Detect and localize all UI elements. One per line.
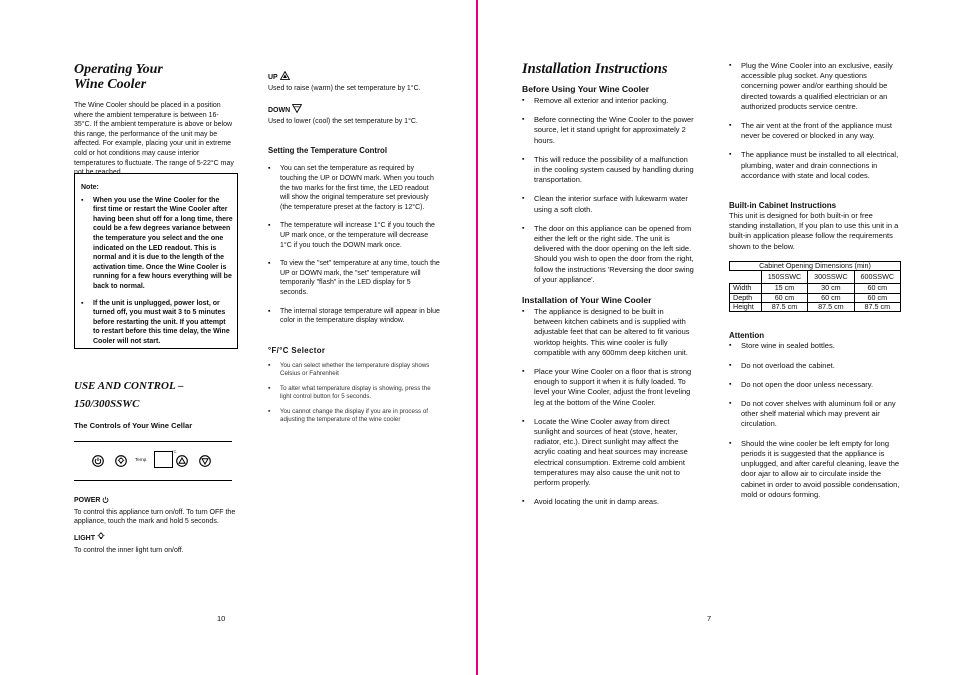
setting-list <box>268 164 440 325</box>
row-label: Height <box>730 303 762 312</box>
table-caption: Cabinet Opening Dimensions (min) <box>730 261 901 270</box>
fc-selector-heading: °F/°C Selector <box>268 345 326 355</box>
power-text: To control this appliance turn on/off. To turn OFF the appliance, touch the mark and hold 5 seconds. <box>74 508 236 526</box>
dimensions-table <box>729 261 901 313</box>
list-item: ▪ Avoid locating the unit in damp areas. <box>522 497 694 507</box>
list-item: ▪ You can set the temperature as required by touching the UP or DOWN mark. When you touch the two marks for the first time, the LED readout will show the original temperature set previously (the temperature preset at the factory is 12°C). <box>268 164 440 212</box>
column-header: 300SSWC <box>808 271 854 284</box>
setting-heading: Setting the Temperature Control <box>268 146 387 156</box>
list-item: ▪ Do not overload the cabinet. <box>729 361 901 371</box>
title-line: Operating Your <box>74 62 163 77</box>
up-label-row <box>268 71 440 83</box>
title-line: 150/300SSWC <box>74 398 140 410</box>
table-cell: 87.5 cm <box>854 303 900 312</box>
page-number: 7 <box>707 614 712 623</box>
list-item: ▪ The appliance is designed to be built in between kitchen cabinets and is supplied with adjustable feet that can be altered to fit various worktop heights. This wine cooler is fully compatible with any 600mm deep kitchen unit. <box>522 307 694 358</box>
left-page-col2 <box>268 71 440 424</box>
down-label: DOWN <box>268 107 291 115</box>
list-item: ▪ When you use the Wine Cooler for the first time or restart the Wine Cooler after having been shut off for a long time, there could be a few degrees variance between the temperature you select and the one indicated on the LED readout. This is normal and it is due to the length of the activation time. Once the Wine Cooler is running for a few hours everything will be back to normal. <box>81 196 237 292</box>
intro-text: The Wine Cooler should be placed in a position where the ambient temperature is between 16-35°C. If the ambient temperature is above or below this range, the performance of the unit may be affected. For example, placing your unit in extreme cold or hot conditions may cause interior temperatures to fluctuate. The range of 5-22°C may not be reached. <box>74 102 234 177</box>
before-using-list <box>522 96 694 285</box>
left-page-title <box>74 62 236 92</box>
table-cell: 60 cm <box>761 293 807 302</box>
power-button-icon[interactable] <box>92 454 104 472</box>
list-item: ▪ To view the "set" temperature at any time, touch the UP or DOWN mark, the "set" temperature will temporarily "flash" in the LED display for 5 seconds. <box>268 259 440 297</box>
power-icon <box>102 496 109 503</box>
down-triangle-icon <box>292 104 302 113</box>
list-item: ▪ Clean the interior surface with lukewarm water using a soft cloth. <box>522 194 694 214</box>
celsius-mark: °C <box>172 449 177 454</box>
light-text: To control the inner light turn on/off. <box>74 546 184 554</box>
column-header: 600SSWC <box>854 271 900 284</box>
before-using-heading: Before Using Your Wine Cooler <box>522 84 650 94</box>
table-row <box>730 303 901 312</box>
list-item: ▪ If the unit is unplugged, power lost, or turned off, you must wait 3 to 5 minutes before restarting the unit. If you attempt to restart before this time delay, the Wine Cooler will not start. <box>81 299 237 347</box>
list-item: ▪ The internal storage temperature will appear in blue color in the temperature display window. <box>268 307 440 326</box>
power-label-row <box>74 496 236 506</box>
table-row <box>730 284 901 293</box>
table-cell: 87.5 cm <box>761 303 807 312</box>
table-cell: 15 cm <box>761 284 807 293</box>
table-cell: 87.5 cm <box>808 303 854 312</box>
light-section <box>74 532 236 555</box>
table-row <box>730 271 901 284</box>
list-item: ▪ The door on this appliance can be opened from either the left or the right side. The unit is delivered with the door opening on the left side. Should you wish to open the door from the right, follow the instructions 'Reversing the door swing of your appliance'. <box>522 224 694 285</box>
list-item: ▪ Should the wine cooler be left empty for long periods it is suggested that the appliance is unplugged, and after careful cleaning, leave the door ajar to allow air to circulate inside the cabinet in order to avoid possible condensation, mold or odours forming. <box>729 439 901 500</box>
controls-heading: The Controls of Your Wine Cellar <box>74 421 193 430</box>
down-button-icon[interactable] <box>199 454 211 472</box>
list-item: ▪ You cannot change the display if you are in process of adjusting the temperature of the wine cooler <box>268 408 440 424</box>
note-list <box>81 196 237 347</box>
installation-title: Installation Instructions <box>522 61 668 77</box>
temp-label: Temp. <box>135 457 148 462</box>
up-text: Used to raise (warm) the set temperature by 1°C. <box>268 84 421 92</box>
lightbulb-icon <box>97 532 105 541</box>
installation-heading: Installation of Your Wine Cooler <box>522 295 652 306</box>
page-number: 10 <box>217 614 226 623</box>
light-button-icon[interactable] <box>115 454 127 472</box>
list-item: ▪ Before connecting the Wine Cooler to the power source, let it stand upright for approximately 2 hours. <box>522 115 694 146</box>
list-item: ▪ Do not cover shelves with aluminum foil or any other shelf material which may prevent air circulation. <box>729 399 901 430</box>
power-section <box>74 496 236 527</box>
column-header: 150SSWC <box>761 271 807 284</box>
table-cell <box>730 271 762 284</box>
table-cell: 60 cm <box>854 293 900 302</box>
up-label: UP <box>268 74 278 81</box>
left-page-col1 <box>74 62 236 178</box>
title-line: USE AND CONTROL – <box>74 380 184 392</box>
note-heading: Note: <box>81 184 99 191</box>
builtin-heading: Built-in Cabinet Instructions <box>729 201 837 211</box>
list-item: ▪ The appliance must be installed to all electrical, plumbing, water and drain connections in accordance with state and local codes. <box>729 150 901 181</box>
list-item: ▪ Do not open the door unless necessary. <box>729 380 901 390</box>
builtin-text: This unit is designed for both built-in or free standing installation, If you plan to use this unit in a built-in application please follow the requirements shown to the below. <box>729 211 899 251</box>
list-item: ▪ This will reduce the possibility of a malfunction in the cooling system caused by handling during transportation. <box>522 155 694 186</box>
fc-selector-list <box>268 362 440 424</box>
attention-heading: Attention <box>729 331 765 341</box>
table-cell: 30 cm <box>808 284 854 293</box>
up-triangle-icon <box>280 71 290 80</box>
list-item: ▪ You can select whether the temperature display shows Celsius or Fahrenheit <box>268 362 440 378</box>
list-item: ▪ Place your Wine Cooler on a floor that is strong enough to support it when it is fully loaded. To level your Wine Cooler, adjust the front leveling leg at the bottom of the Wine Cooler. <box>522 367 694 408</box>
note-box <box>74 173 238 349</box>
row-label: Depth <box>730 293 762 302</box>
list-item: ▪ Remove all exterior and interior packing. <box>522 96 694 106</box>
attention-list <box>729 341 901 499</box>
down-text: Used to lower (cool) the set temperature by 1°C. <box>268 117 418 125</box>
table-cell: 60 cm <box>808 293 854 302</box>
list-item: ▪ The air vent at the front of the appliance must never be covered or blocked in any way. <box>729 121 901 141</box>
down-label-row <box>268 104 440 116</box>
list-item: ▪ Store wine in sealed bottles. <box>729 341 901 351</box>
led-display <box>154 451 173 468</box>
list-item: ▪ To alter what temperature display is showing, press the light control button for 5 seconds. <box>268 385 440 401</box>
installation-list <box>522 307 694 507</box>
use-control-title <box>74 377 236 430</box>
light-label: LIGHT <box>74 535 95 542</box>
power-supply-list <box>729 61 901 181</box>
list-item: ▪ Plug the Wine Cooler into an exclusive, easily accessible plug socket. Any questions concerning power and/or earthing should be directed towards a qualified electrician or an authorized products service centre. <box>729 61 901 112</box>
title-line: Wine Cooler <box>74 77 147 92</box>
up-button-icon[interactable] <box>176 454 188 472</box>
right-page-col2 <box>729 61 901 500</box>
list-item: ▪ Locate the Wine Cooler away from direct sunlight and sources of heat (stove, heater, radiator, etc.). Direct sunlight may affect the acrylic coating and heat sources may increase electrical consumption. Extreme cold ambient temperatures may also cause the unit not to perform properly. <box>522 417 694 488</box>
list-item: ▪ The temperature will increase 1°C if you touch the UP mark once, or the temperature will decrease 1°C if you touch the DOWN mark once. <box>268 221 440 250</box>
panel-bottom-rule <box>74 480 232 481</box>
right-page-col1 <box>522 60 694 508</box>
use-control-heading <box>74 377 236 413</box>
light-label-row <box>74 532 236 544</box>
power-label: POWER <box>74 497 101 504</box>
page-divider <box>476 0 478 675</box>
table-cell: 60 cm <box>854 284 900 293</box>
panel-top-rule <box>74 441 232 442</box>
row-label: Width <box>730 284 762 293</box>
